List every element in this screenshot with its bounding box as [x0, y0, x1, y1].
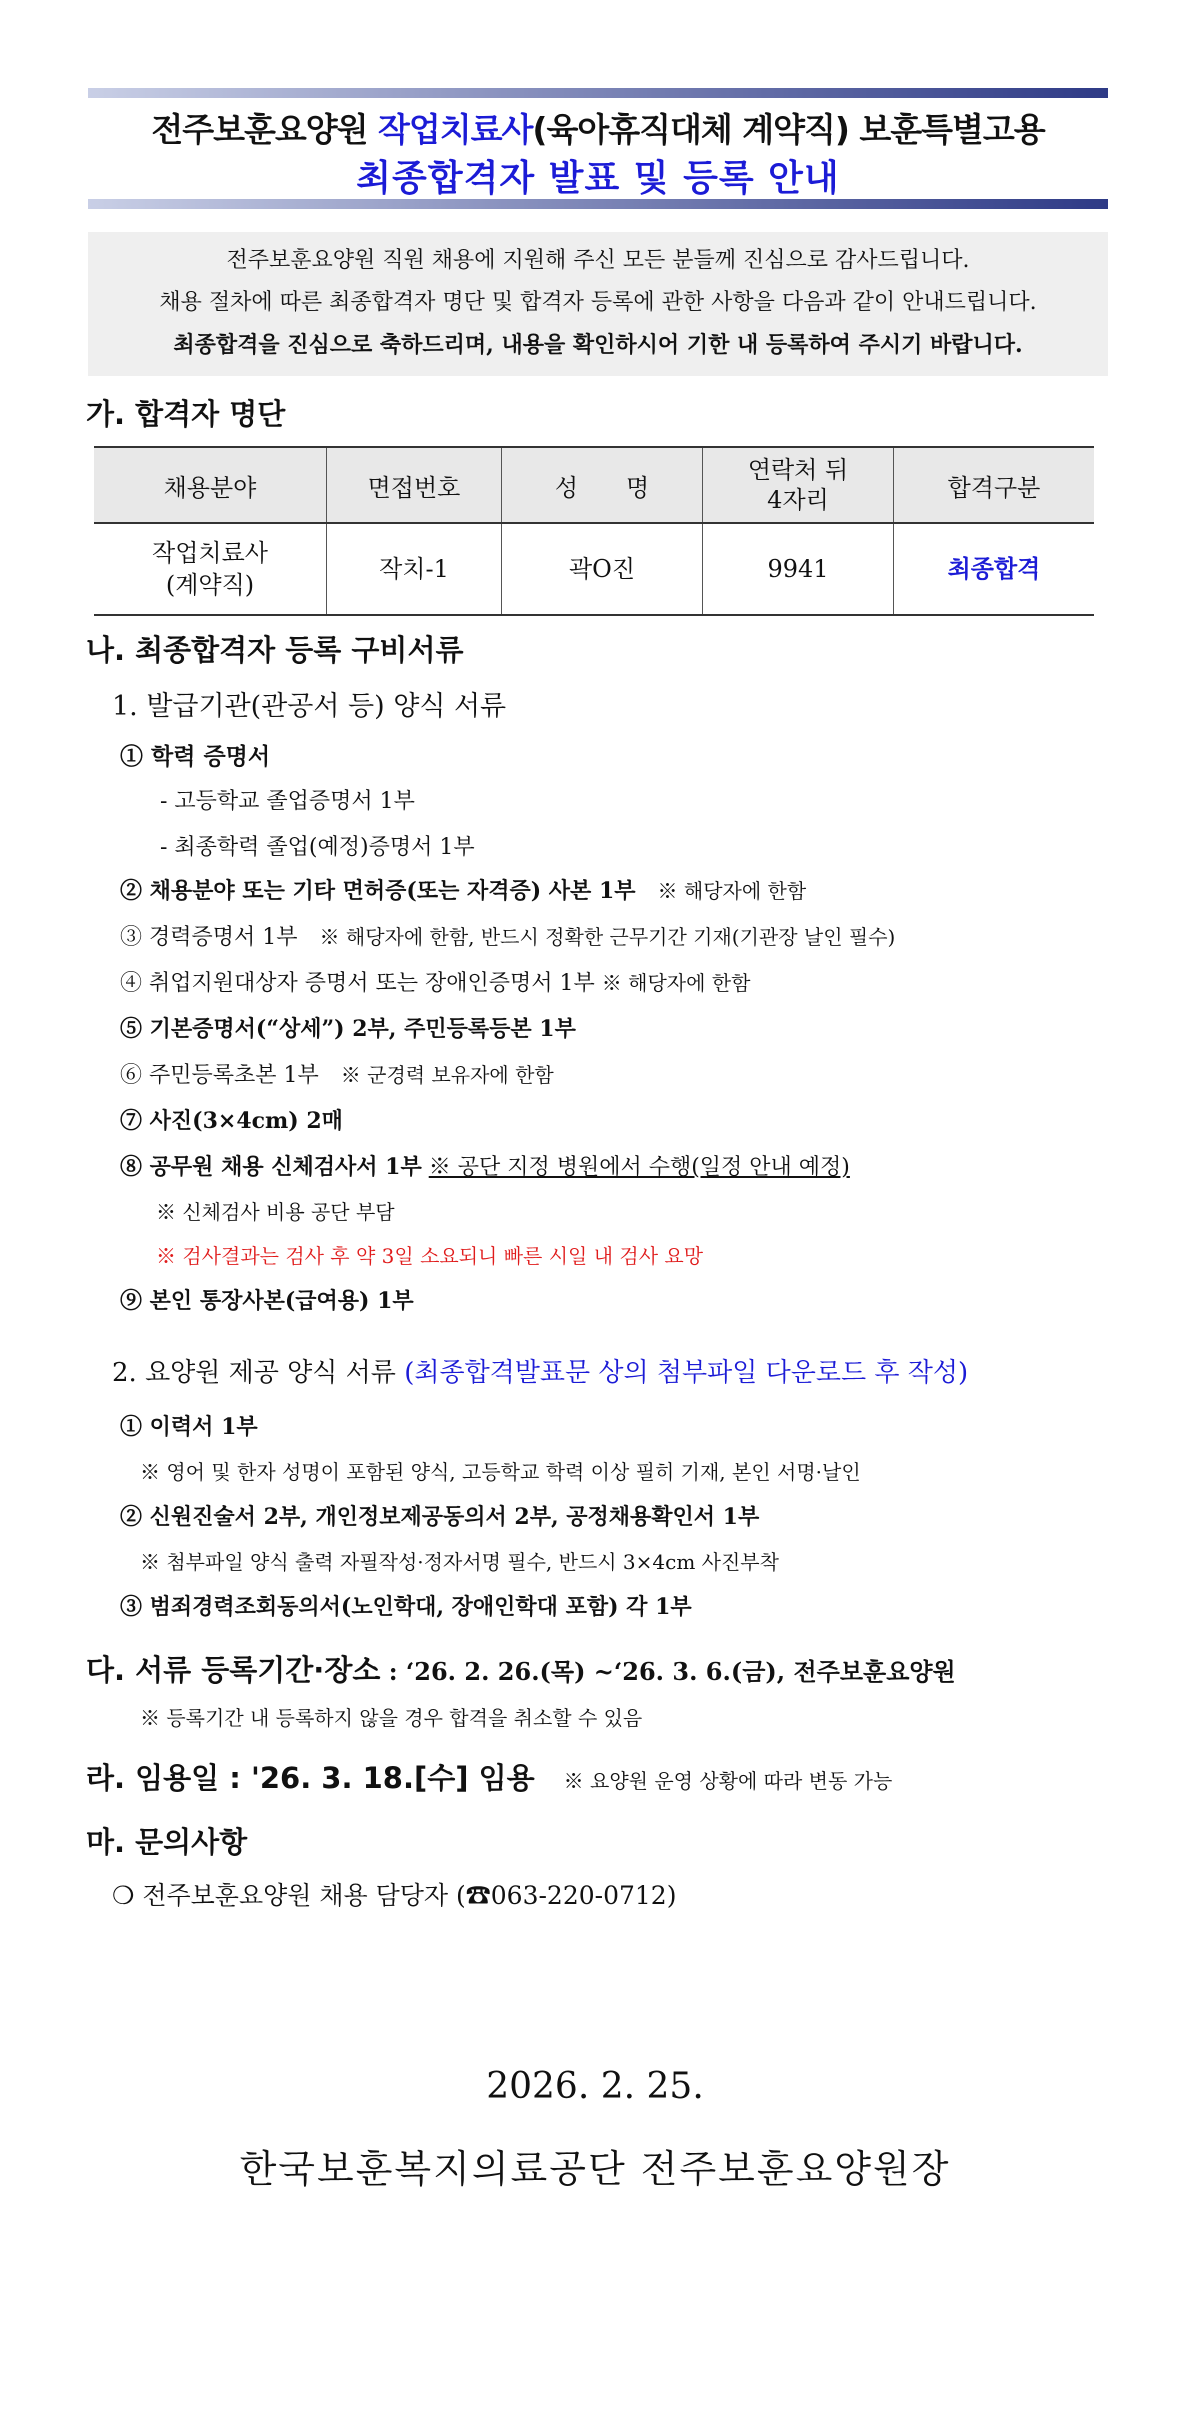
registration-note: ※ 등록기간 내 등록하지 않을 경우 합격을 취소할 수 있음	[140, 1706, 643, 1730]
column-header: 연락처 뒤 4자리	[703, 447, 894, 523]
section-heading-da: 다. 서류 등록기간·장소	[86, 1653, 381, 1687]
registration-period: : ‘26. 2. 26.(목) ~‘26. 3. 6.(금), 전주보훈요양원	[380, 1657, 956, 1686]
header-bottom-bar	[88, 199, 1108, 209]
cell-field: 작업치료사 (계약직)	[94, 523, 327, 615]
pass-list-table	[94, 446, 1094, 616]
doc-item: ① 이력서 1부	[120, 1414, 258, 1440]
cell-interview-no: 작치-1	[327, 523, 502, 615]
doc-item: ④ 취업지원대상자 증명서 또는 장애인증명서 1부	[120, 971, 595, 996]
header-top-bar	[88, 88, 1108, 98]
contact-info: ❍ 전주보훈요양원 채용 담당자 (☎063-220-0712)	[112, 1881, 677, 1910]
doc-note: ※ 영어 및 한자 성명이 포함된 양식, 고등학교 학력 이상 필히 기재, 본인 서명·날인	[140, 1460, 861, 1484]
doc-note: ※ 해당자에 한함	[601, 971, 751, 995]
doc-item: ⑧ 공무원 채용 신체검사서 1부	[120, 1154, 422, 1180]
table-row	[94, 523, 1094, 615]
column-header: 성 명	[502, 447, 703, 523]
page-title: 전주보훈요양원 작업치료사(육아휴직대체 계약직) 보훈특별고용	[151, 110, 1045, 149]
doc-item: ③ 경력증명서 1부	[120, 925, 298, 950]
section-heading-ga: 가. 합격자 명단	[86, 397, 286, 431]
cell-phone: 9941	[703, 523, 894, 615]
column-header: 채용분야	[94, 447, 327, 523]
doc-note: ※ 해당자에 한함, 반드시 정확한 근무기간 기재(기관장 날인 필수)	[319, 925, 896, 949]
intro-line: 전주보훈요양원 직원 채용에 지원해 주신 모든 분들께 진심으로 감사드립니다.	[226, 248, 970, 273]
doc-warning: ※ 검사결과는 검사 후 약 3일 소요되니 빠른 시일 내 검사 요망	[156, 1244, 704, 1268]
group-title-2: 2. 요양원 제공 양식 서류	[112, 1358, 405, 1388]
doc-note: ※ 공단 지정 병원에서 수행(일정 안내 예정)	[428, 1155, 850, 1180]
section-heading-na: 나. 최종합격자 등록 구비서류	[86, 633, 464, 667]
column-header: 면접번호	[327, 447, 502, 523]
intro-line: 최종합격을 진심으로 축하드리며, 내용을 확인하시어 기한 내 등록하여 주시기 바랍니다.	[173, 332, 1023, 358]
group-title-1: 1. 발급기관(관공서 등) 양식 서류	[112, 691, 507, 722]
doc-item: ⑥ 주민등록초본 1부	[120, 1063, 319, 1088]
intro-line: 채용 절차에 따른 최종합격자 명단 및 합격자 등록에 관한 사항을 다음과 같이 안내드립니다.	[159, 290, 1037, 315]
doc-item: ① 학력 증명서	[120, 743, 271, 770]
cell-result: 최종합격	[894, 523, 1095, 615]
doc-note: ※ 해당자에 한함	[657, 879, 807, 903]
doc-item: ⑨ 본인 통장사본(급여용) 1부	[120, 1288, 414, 1314]
section-heading-ma: 마. 문의사항	[86, 1825, 248, 1859]
table-header-row	[94, 447, 1094, 523]
intro-box	[88, 232, 1108, 376]
doc-note: ※ 군경력 보유자에 한함	[340, 1063, 554, 1087]
doc-item: ② 신원진술서 2부, 개인정보제공동의서 2부, 공정채용확인서 1부	[120, 1504, 760, 1530]
group-title-2-note: (최종합격발표문 상의 첨부파일 다운로드 후 작성)	[404, 1358, 969, 1388]
doc-item: ② 채용분야 또는 기타 면허증(또는 자격증) 사본 1부	[120, 878, 636, 904]
doc-item: ⑦ 사진(3×4cm) 2매	[120, 1108, 343, 1134]
doc-subitem: - 최종학력 졸업(예정)증명서 1부	[160, 835, 475, 860]
announcement-date: 2026. 2. 25.	[486, 2066, 704, 2107]
page-subtitle: 최종합격자 발표 및 등록 안내	[356, 158, 840, 199]
signature: 한국보훈복지의료공단 전주보훈요양원장	[239, 2147, 951, 2191]
doc-item: ⑤ 기본증명서(“상세”) 2부, 주민등록등본 1부	[120, 1016, 576, 1042]
column-header: 합격구분	[894, 447, 1095, 523]
doc-subitem: ※ 신체검사 비용 공단 부담	[156, 1200, 395, 1224]
doc-subitem: - 고등학교 졸업증명서 1부	[160, 789, 415, 814]
appointment-note: ※ 요양원 운영 상황에 따라 변동 가능	[563, 1769, 893, 1793]
cell-name: 곽O진	[502, 523, 703, 615]
section-heading-ra: 라. 임용일 : '26. 3. 18.[수] 임용	[86, 1761, 535, 1795]
doc-note: ※ 첨부파일 양식 출력 자필작성·정자서명 필수, 반드시 3×4cm 사진부착	[140, 1550, 779, 1574]
doc-item: ③ 범죄경력조회동의서(노인학대, 장애인학대 포함) 각 1부	[120, 1594, 692, 1620]
